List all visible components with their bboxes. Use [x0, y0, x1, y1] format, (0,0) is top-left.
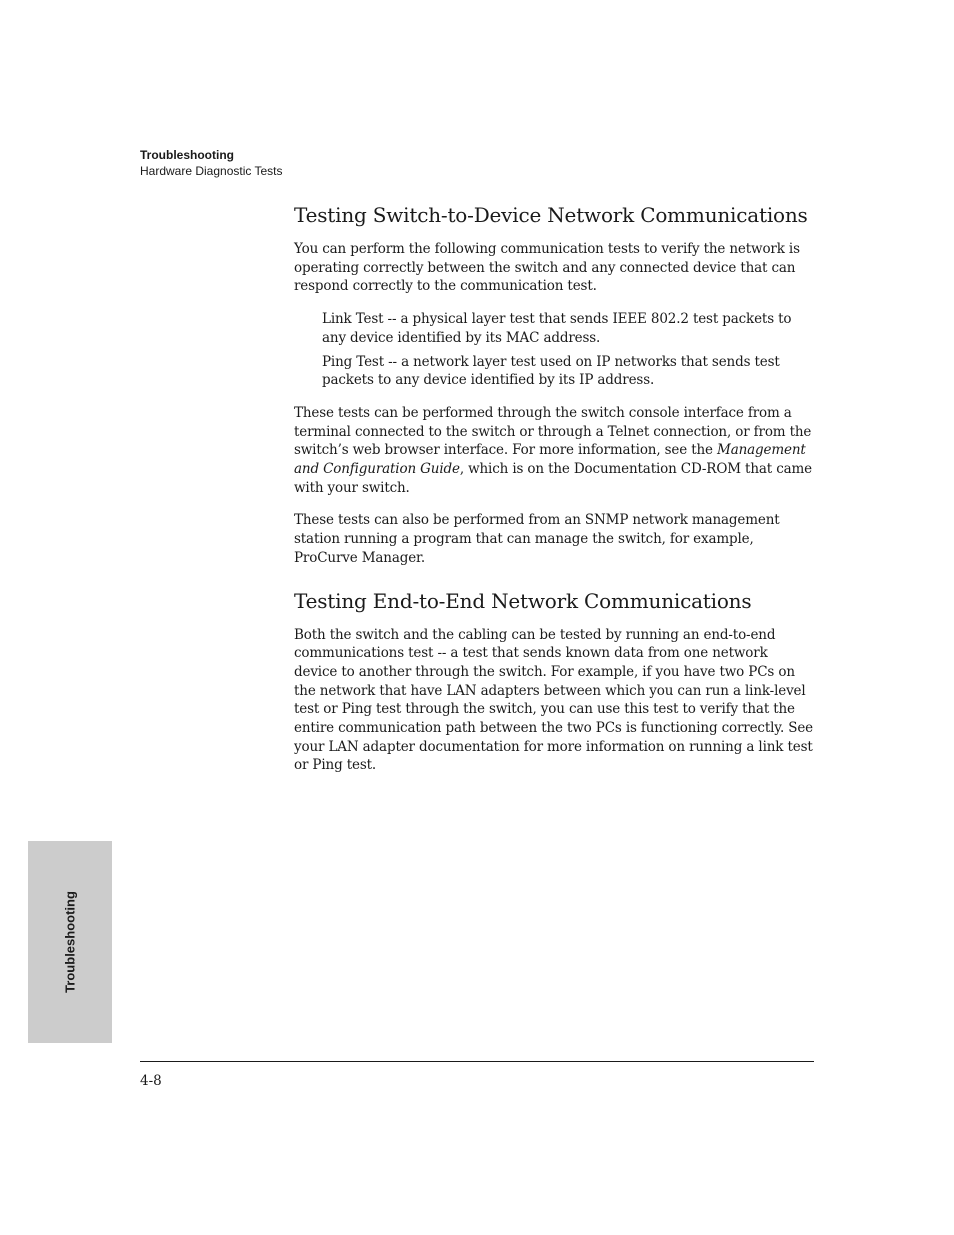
- snmp-paragraph: These tests can also be performed from an SNMP network management station running a program that can manage the switch, for example, ProCurve Manager.: [294, 512, 780, 566]
- page-content: [294, 202, 814, 789]
- guide-title: Management and Configuration Guide: [294, 442, 806, 478]
- running-head-section: Hardware Diagnostic Tests: [140, 164, 283, 178]
- page-number: 4-8: [140, 1073, 162, 1089]
- chapter-side-tab: [28, 841, 112, 1043]
- section-heading-switch-to-device: Testing Switch-to-Device Network Communications: [294, 203, 808, 227]
- console-paragraph-text-end: , which is on the Documentation CD-ROM that came with your switch.: [294, 461, 812, 496]
- running-head-chapter: Troubleshooting: [140, 148, 234, 162]
- console-paragraph-text: These tests can be performed through the switch console interface from a terminal connected to the switch or through a Telnet connection, or from the switch’s web browser interface. For more information, see the: [294, 404, 812, 459]
- end-to-end-paragraph: Both the switch and the cabling can be tested by running an end-to-end communications test -- a test that sends known data from one network device to another through the switch. For example, if you have two PCs on the network that have LAN adapters between which you can run a link-level test or Ping test through the switch, you can use this test to verify that the entire communication path between the two PCs is functioning correctly. See your LAN adapter documentation for more information on running a link test or Ping test.: [294, 626, 814, 774]
- side-tab-label: Troubleshooting: [62, 891, 78, 993]
- list-item-link-test: Link Test -- a physical layer test that sends IEEE 802.2 test packets to any device identified by its MAC address.: [322, 311, 792, 346]
- list-item-ping-test: Ping Test -- a network layer test used on IP networks that sends test packets to any device identified by its IP address.: [322, 353, 780, 389]
- intro-paragraph: You can perform the following communication tests to verify the network is operating correctly between the switch and any connected device that can respond correctly to the communication test.: [294, 241, 800, 295]
- section-heading-end-to-end: Testing End-to-End Network Communications: [294, 588, 752, 613]
- console-paragraph: [294, 404, 814, 498]
- running-head: [140, 147, 283, 179]
- footer-rule: [140, 1061, 814, 1062]
